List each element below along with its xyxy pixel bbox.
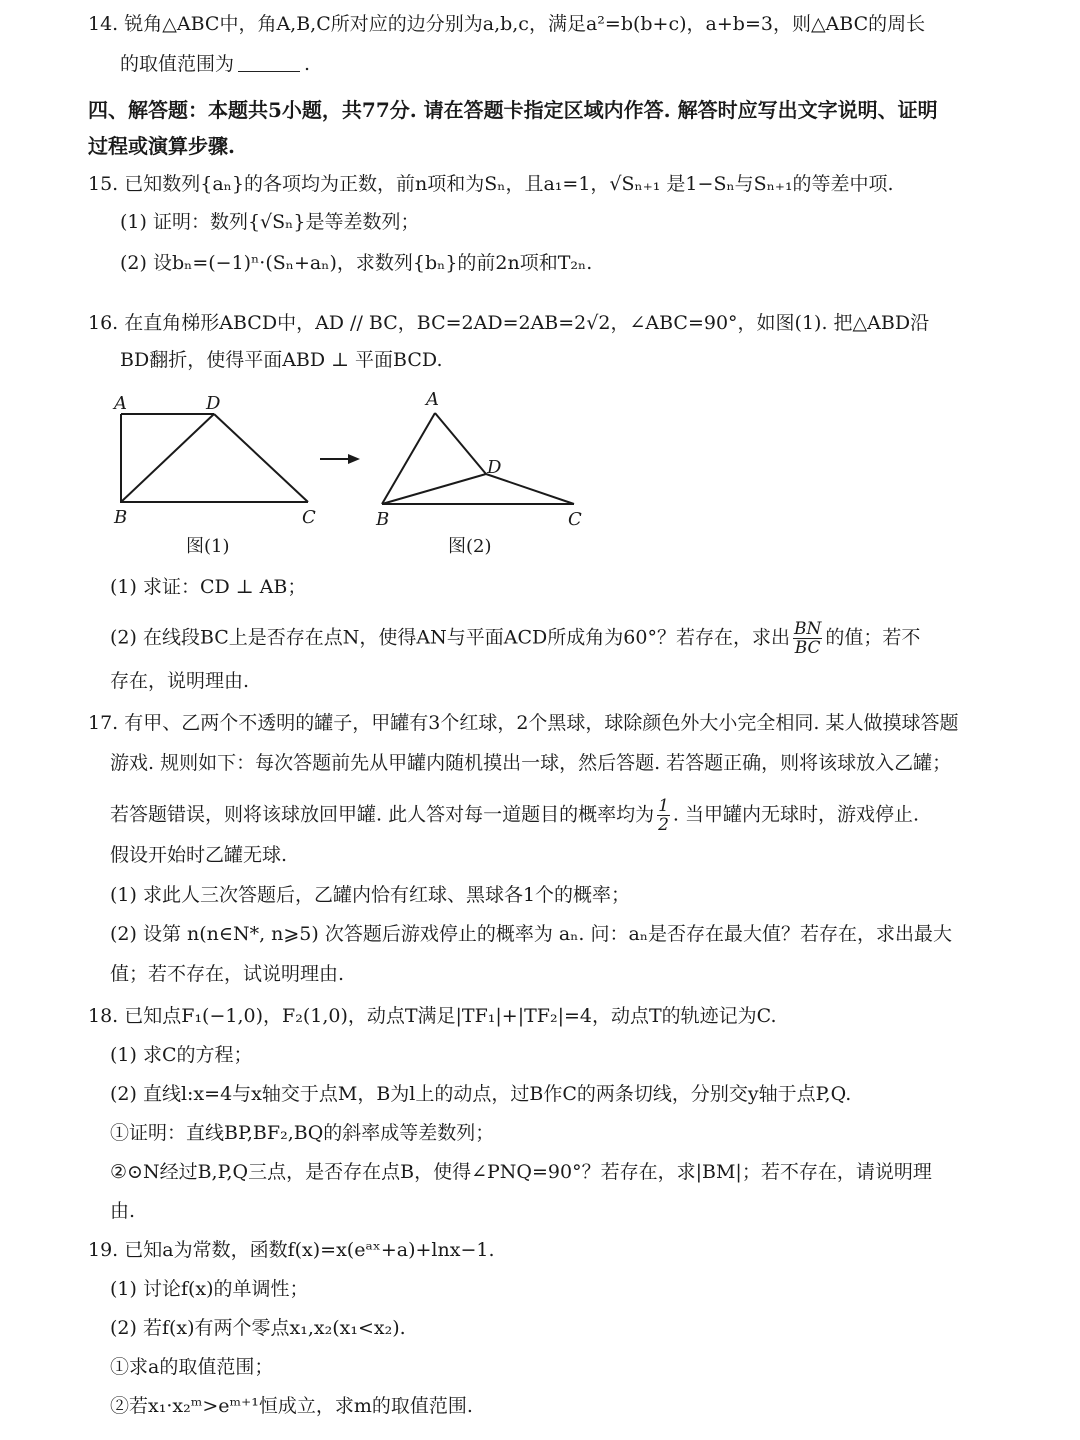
q16-line-1: 16. 在直角梯形ABCD中，AD // BC，BC=2AD=2AB=2√2，∠ABC=90°，如图(1). 把△ABD沿 — [88, 312, 930, 334]
fraction-numerator: BN — [793, 619, 822, 639]
answer-blank[interactable] — [238, 71, 300, 72]
section-heading-line-2: 过程或演算步骤. — [88, 134, 235, 158]
q19-part-2: (2) 若f(x)有两个零点x₁,x₂(x₁<x₂). — [110, 1317, 406, 1339]
q17-part-2: (2) 设第 n(n∈N*, n⩾5) 次答题后游戏停止的概率为 aₙ. 问：aₙ是否存在最大值？若存在，求出最大 — [110, 923, 953, 945]
figure-1-trapezoid — [121, 414, 308, 502]
q15-stem: 15. 已知数列{aₙ}的各项均为正数，前n项和为Sₙ，且a₁=1，√Sₙ₊₁ 是1−Sₙ与Sₙ₊₁的等差中项. — [88, 173, 894, 195]
fig1-label-a: A — [114, 393, 127, 414]
q14-end: . — [304, 53, 311, 75]
fig1-label-c: C — [302, 507, 316, 528]
fig2-label-a: A — [426, 389, 439, 410]
arrow-icon — [320, 454, 360, 464]
q17-line-1: 17. 有甲、乙两个不透明的罐子，甲罐有3个红球，2个黑球，球除颜色外大小完全相同. 某人做摸球答题 — [88, 712, 959, 734]
q14-line-1: 14. 锐角△ABC中，角A,B,C所对应的边分别为a,b,c，满足a²=b(b+c)，a+b=3，则△ABC的周长 — [88, 13, 926, 35]
fraction-one-half — [657, 797, 670, 834]
q17-line-3-text: 若答题错误，则将该球放回甲罐. 此人答对每一道题目的概率均为 — [110, 803, 655, 826]
figure-2-caption: 图(2) — [448, 536, 492, 557]
q19-part-2-ii: ②若x₁·x₂ᵐ>eᵐ⁺¹恒成立，求m的取值范围. — [110, 1395, 473, 1417]
q15-part-2: (2) 设bₙ=(−1)ⁿ·(Sₙ+aₙ)，求数列{bₙ}的前2n项和T₂ₙ. — [120, 252, 593, 274]
q16-part-2-text: (2) 在线段BC上是否存在点N，使得AN与平面ACD所成角为60°？若存在，求出 — [110, 626, 790, 649]
figure-2-folded — [382, 413, 574, 504]
q17-line-4: 假设开始时乙罐无球. — [110, 844, 288, 866]
section-heading-line-1: 四、解答题：本题共5小题，共77分. 请在答题卡指定区域内作答. 解答时应写出文字说明、证明 — [88, 98, 938, 122]
fig2-label-b: B — [376, 509, 390, 530]
q16-part-2-line-2: 存在，说明理由. — [110, 670, 250, 692]
fraction-denominator: BC — [794, 638, 821, 658]
q16-part-1: (1) 求证：CD ⊥ AB； — [110, 576, 307, 598]
q18-part-1: (1) 求C的方程； — [110, 1044, 253, 1066]
q18-part-2-i: ①证明：直线BP,BF₂,BQ的斜率成等差数列； — [110, 1122, 495, 1144]
q18-part-2: (2) 直线l:x=4与x轴交于点M，B为l上的动点，过B作C的两条切线，分别交y轴于点P,Q. — [110, 1083, 852, 1105]
q18-part-2-ii-line-2: 由. — [110, 1200, 136, 1222]
q14-line-2 — [120, 52, 310, 76]
fraction-bn-bc — [793, 620, 822, 657]
q19-part-2-i: ①求a的取值范围； — [110, 1356, 274, 1378]
fig1-label-b: B — [114, 507, 128, 528]
figure-1-caption: 图(1) — [186, 536, 230, 557]
q19-part-1: (1) 讨论f(x)的单调性； — [110, 1278, 309, 1300]
q15-part-1: (1) 证明：数列{√Sₙ}是等差数列； — [120, 211, 420, 233]
fig1-label-d: D — [206, 393, 221, 414]
q14-text: 的取值范围为 — [120, 53, 235, 75]
q17-line-3-tail: . 当甲罐内无球时，游戏停止. — [672, 803, 920, 826]
fig2-label-d: D — [487, 457, 502, 478]
q16-figures — [100, 385, 620, 535]
q18-part-2-ii: ②⊙N经过B,P,Q三点，是否存在点B，使得∠PNQ=90°？若存在，求|BM|；若不存在，请说明理 — [110, 1161, 932, 1183]
q17-part-1: (1) 求此人三次答题后，乙罐内恰有红球、黑球各1个的概率； — [110, 884, 631, 906]
q17-part-2-line-2: 值；若不存在，试说明理由. — [110, 963, 345, 985]
q16-part-2 — [110, 620, 920, 657]
q18-stem: 18. 已知点F₁(−1,0)，F₂(1,0)，动点T满足|TF₁|+|TF₂|=4，动点T的轨迹记为C. — [88, 1005, 777, 1027]
q16-part-2-tail: 的值；若不 — [825, 626, 921, 649]
fraction-numerator: 1 — [658, 796, 669, 816]
q17-line-3 — [110, 797, 919, 834]
q17-line-2: 游戏. 规则如下：每次答题前先从甲罐内随机摸出一球，然后答题. 若答题正确，则将该球放入乙罐； — [110, 752, 952, 774]
fig2-label-c: C — [568, 509, 582, 530]
q16-line-2: BD翻折，使得平面ABD ⊥ 平面BCD. — [120, 349, 443, 371]
q19-stem: 19. 已知a为常数，函数f(x)=x(eᵃˣ+a)+lnx−1. — [88, 1239, 495, 1261]
fraction-denominator: 2 — [658, 815, 669, 835]
